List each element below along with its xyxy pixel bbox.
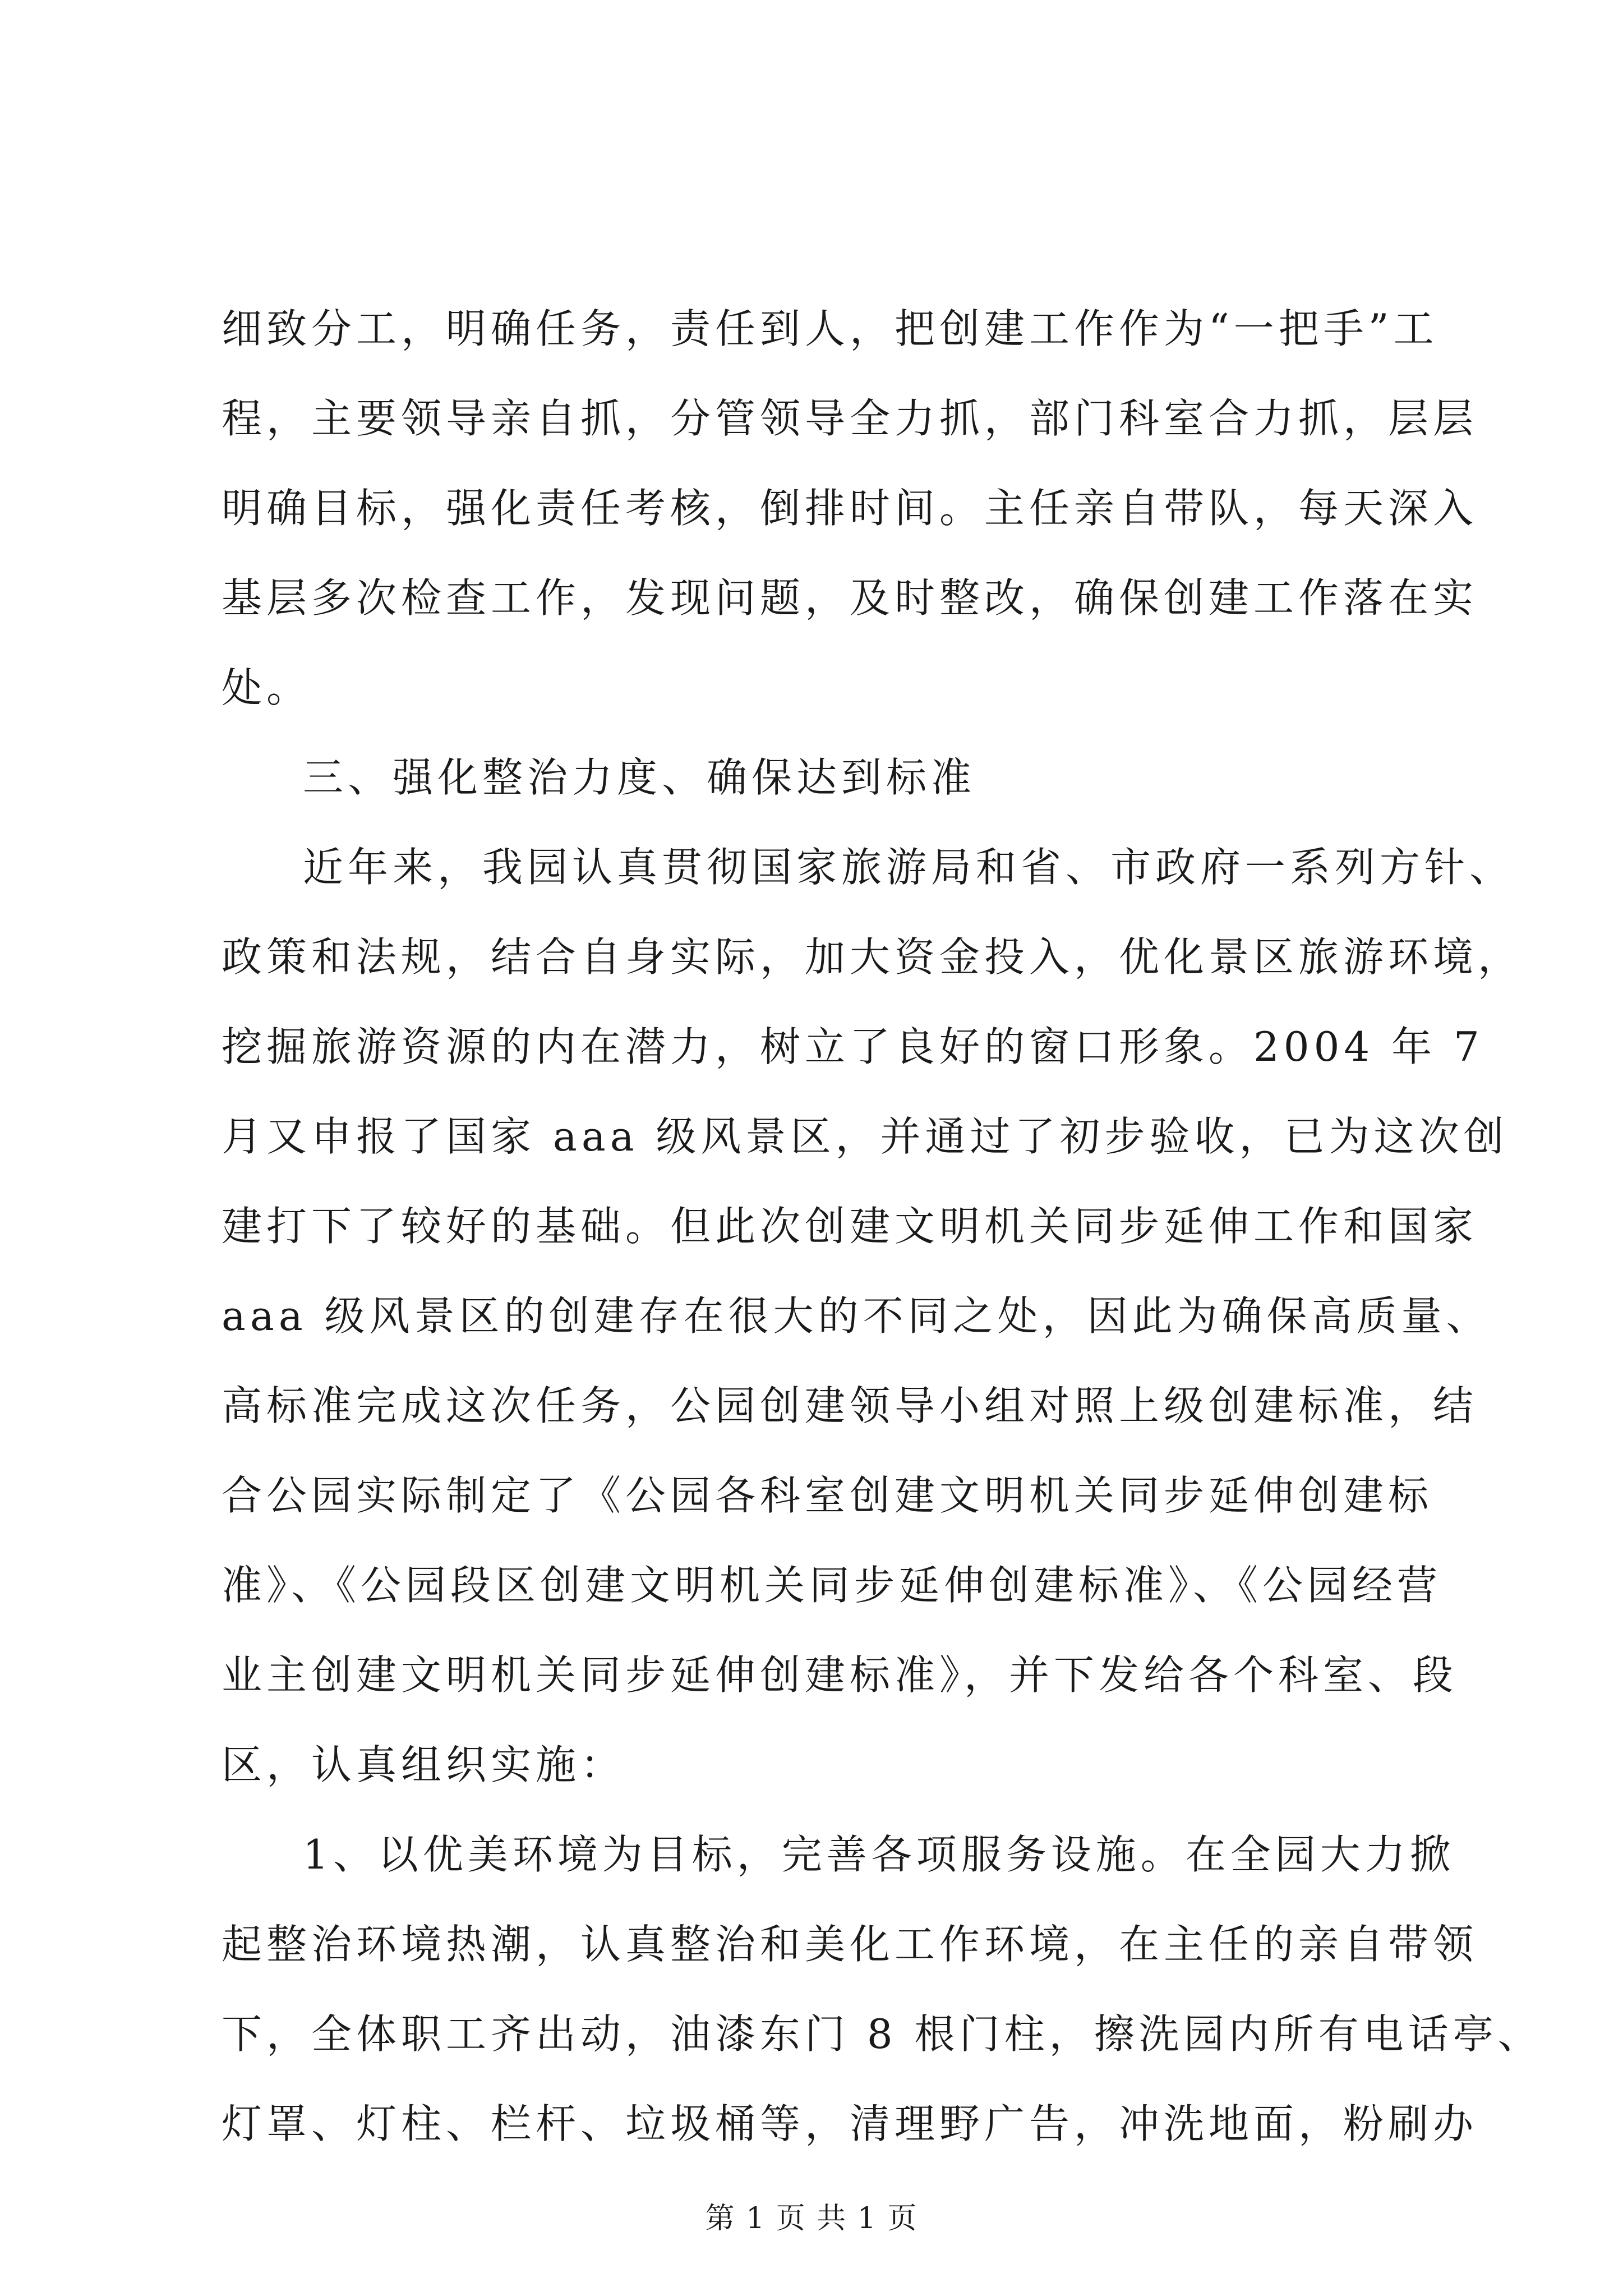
text-line: 近年来，我园认真贯彻国家旅游局和省、市政府一系列方针、 [303, 844, 1515, 891]
text-line: 1、以优美环境为目标，完善各项服务设施。在全园大力掀 [303, 1831, 1455, 1878]
section-heading: 三、强化整治力度、确保达到标准 [303, 754, 976, 801]
text-line: 下，全体职工齐出动，油漆东门 8 根门柱，擦洗园内所有电话亭、 [222, 2010, 1543, 2058]
text-line: aaa 级风景区的创建存在很大的不同之处，因此为确保高质量、 [222, 1292, 1491, 1340]
text-line: 高标准完成这次任务，公园创建领导小组对照上级创建标准，结 [222, 1382, 1478, 1429]
text-line: 月又申报了国家 aaa 级风景区，并通过了初步验收，已为这次创 [222, 1113, 1509, 1160]
text-line: 处。 [222, 664, 312, 711]
page-footer: 第 1 页 共 1 页 [705, 2202, 918, 2235]
text-line: 准》、《公园段区创建文明机关同步延伸创建标准》、《公园经营 [222, 1562, 1442, 1609]
text-line: 程，主要领导亲自抓，分管领导全力抓，部门科室合力抓，层层 [222, 395, 1478, 442]
text-line: 挖掘旅游资源的内在潜力，树立了良好的窗口形象。2004 年 7 [222, 1023, 1484, 1070]
text-line: 建打下了较好的基础。但此次创建文明机关同步延伸工作和国家 [222, 1203, 1478, 1250]
text-line: 明确目标，强化责任考核，倒排时间。主任亲自带队，每天深入 [222, 485, 1478, 532]
text-line: 基层多次检查工作，发现问题，及时整改，确保创建工作落在实 [222, 574, 1478, 622]
text-line: 灯罩、灯柱、栏杆、垃圾桶等，清理野广告，冲洗地面，粉刷办 [222, 2100, 1478, 2147]
text-line: 细致分工，明确任务，责任到人，把创建工作作为“一把手”工 [222, 305, 1438, 352]
text-line: 区，认真组织实施： [222, 1741, 626, 1788]
text-line: 业主创建文明机关同步延伸创建标准》，并下发给各个科室、段 [222, 1651, 1458, 1699]
text-line: 政策和法规，结合自身实际，加大资金投入，优化景区旅游环境， [222, 933, 1523, 981]
text-line: 合公园实际制定了《公园各科室创建文明机关同步延伸创建标 [222, 1472, 1433, 1519]
text-line: 起整治环境热潮，认真整治和美化工作环境，在主任的亲自带领 [222, 1921, 1478, 1968]
